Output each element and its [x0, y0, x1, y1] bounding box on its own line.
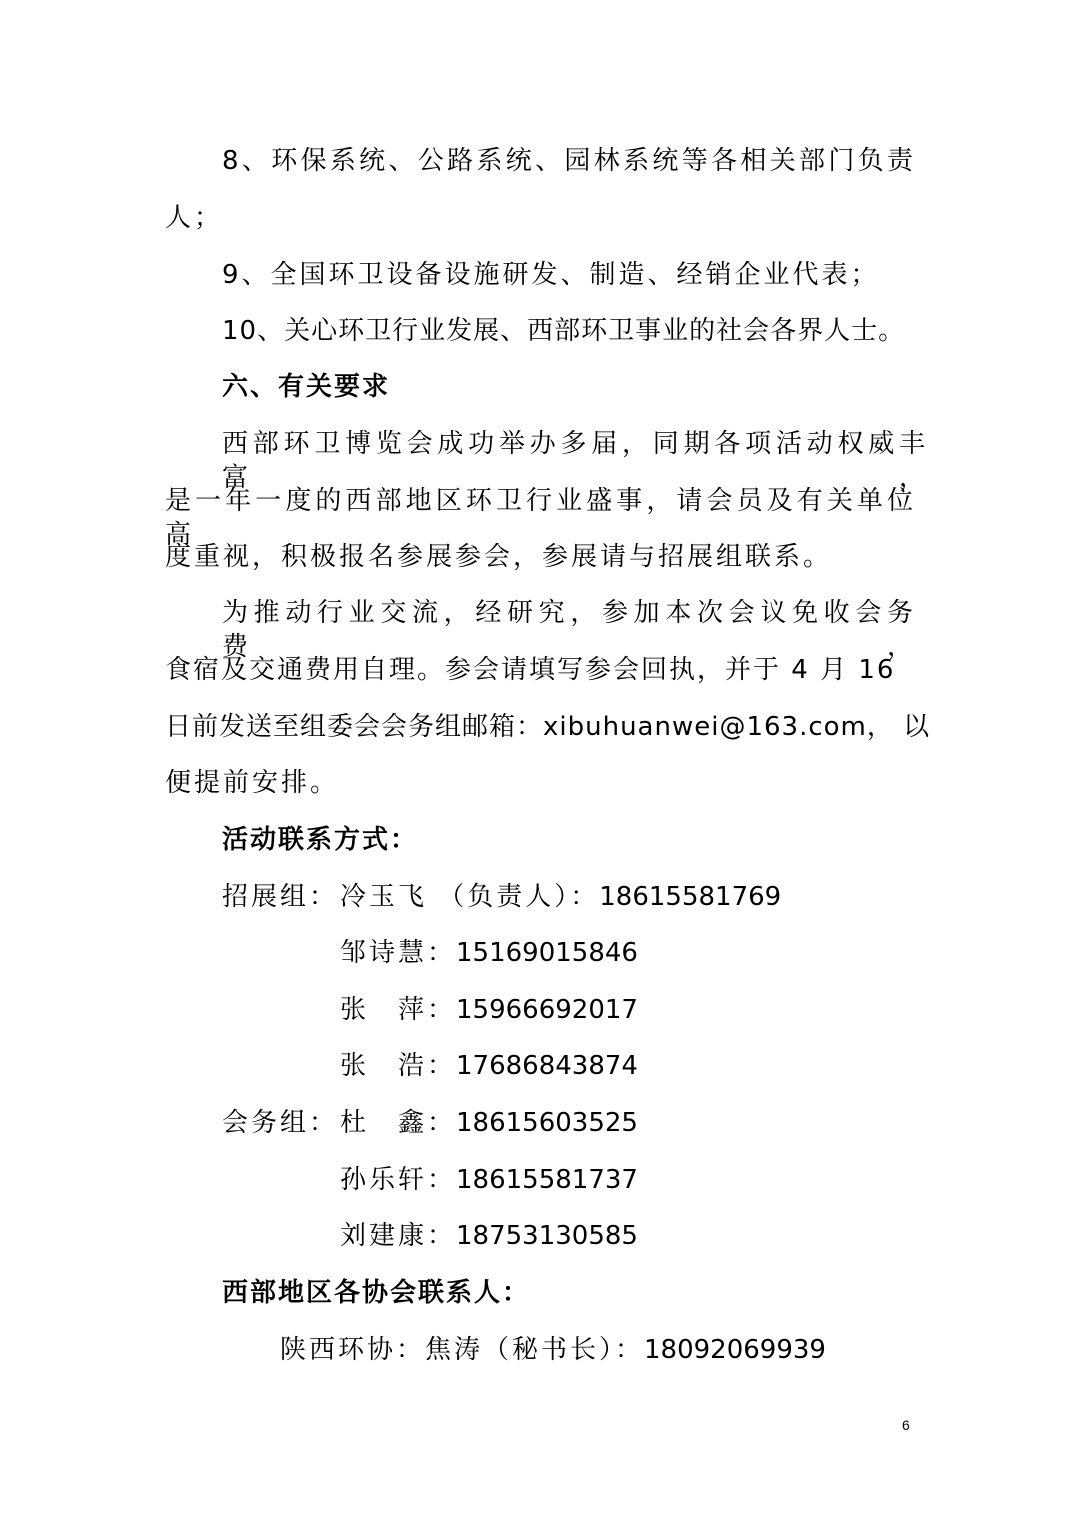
- contact-phone: 15966692017: [456, 995, 638, 1025]
- section-six-paragraph-1-line-3: 度重视，积极报名参展参会，参展请与招展组联系。: [165, 542, 833, 572]
- section-six-paragraph-1-line-2: 是一年一度的西部地区环卫行业盛事，请会员及有关单位高: [165, 486, 916, 550]
- contact-phone: 18615581769: [599, 882, 782, 912]
- section-six-paragraph-2-line-1: 为推动行业交流，经研究，参加本次会议免收会务费，: [222, 598, 916, 662]
- list-item-10: 10、关心环卫行业发展、西部环卫事业的社会各界人士。: [222, 316, 906, 346]
- list-item-8-line-2: 人；: [165, 203, 224, 233]
- contact-row: [340, 1219, 638, 1253]
- association-contact-phone: 18092069939: [644, 1335, 826, 1365]
- contact-phone: 17686843874: [456, 1051, 638, 1081]
- contact-row: [340, 993, 638, 1027]
- contact-name: 杜 鑫：: [340, 1108, 457, 1138]
- contact-phone: 18615581737: [456, 1165, 638, 1195]
- contact-row: [340, 936, 638, 970]
- section-six-paragraph-2-line-2: 食宿及交通费用自理。参会请填写参会回执，并于 4 月 16: [165, 655, 896, 685]
- list-item-8-line-1: 8、环保系统、公路系统、园林系统等各相关部门负责: [222, 146, 916, 176]
- section-six-paragraph-1-line-1: 西部环卫博览会成功举办多届，同期各项活动权威丰富，: [222, 429, 928, 493]
- contact-name: 刘建康：: [340, 1221, 457, 1251]
- associations-heading: 西部地区各协会联系人：: [222, 1278, 531, 1308]
- contact-name: 孙乐轩：: [340, 1165, 457, 1195]
- contact-name: 冷玉飞 （负责人）：: [340, 882, 600, 912]
- list-item-9: 9、全国环卫设备设施研发、制造、经销企业代表；: [222, 260, 880, 290]
- association-contact-row: [280, 1333, 826, 1367]
- contact-phone: 18753130585: [456, 1221, 638, 1251]
- contact-row: [340, 880, 781, 914]
- contact-row: [340, 1049, 638, 1083]
- contact-name: 张 萍：: [340, 995, 457, 1025]
- contacts-heading: 活动联系方式：: [222, 825, 419, 855]
- contact-phone: 15169015846: [456, 938, 638, 968]
- exhibition-group-label: 招展组：: [222, 882, 339, 912]
- contact-name: 张 浩：: [340, 1051, 457, 1081]
- conference-group-label: 会务组：: [222, 1108, 339, 1138]
- association-contact-name: 陕西环协：焦涛（秘书长）：: [280, 1335, 645, 1365]
- section-six-paragraph-2-line-3: 日前发送至组委会会务组邮箱：xibuhuanwei@163.com， 以: [165, 712, 931, 742]
- contact-name: 邹诗慧：: [340, 938, 457, 968]
- contact-phone: 18615603525: [456, 1108, 638, 1138]
- page-number: 6: [902, 1417, 910, 1433]
- section-six-heading: 六、有关要求: [222, 372, 391, 402]
- section-six-paragraph-2-line-4: 便提前安排。: [165, 768, 340, 798]
- contact-row: [340, 1106, 638, 1140]
- contact-row: [340, 1163, 638, 1197]
